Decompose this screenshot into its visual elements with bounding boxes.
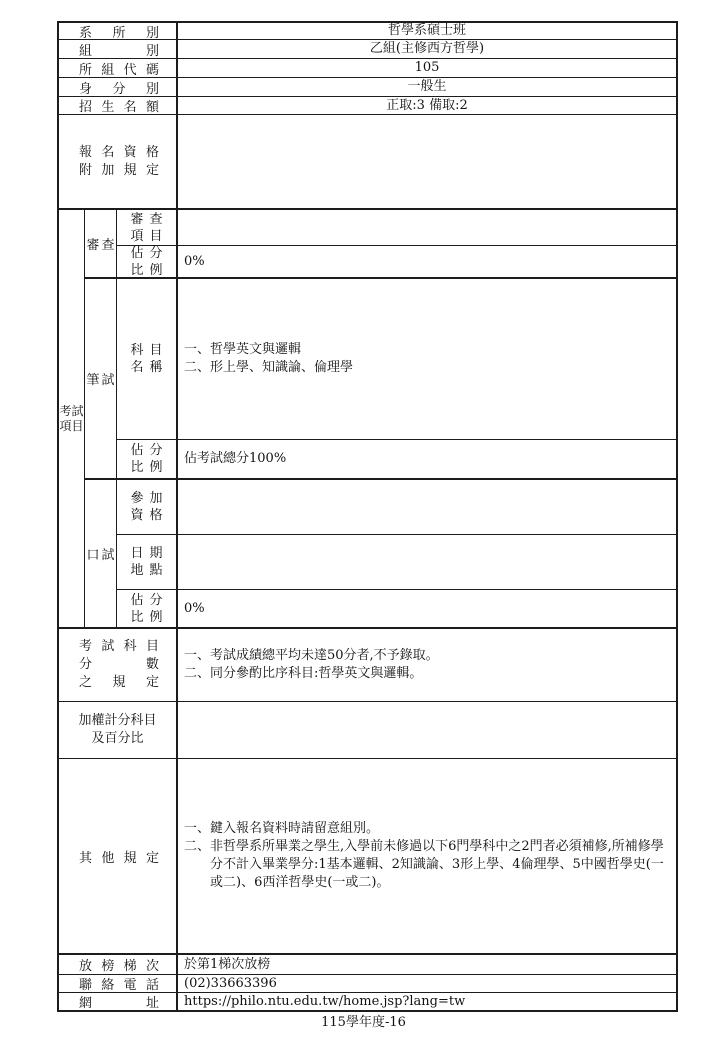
dept-value: 哲學系碩士班: [178, 23, 676, 40]
quota-value: 正取:3 備取:2: [178, 97, 676, 115]
exam-written-ratio-label: 佔 分 比 例: [117, 440, 178, 480]
score-rules-label: 考 試 科 目 分 數 之 規 定: [59, 629, 178, 702]
identity-value: 一般生: [178, 78, 676, 97]
eligibility-label: 報 名 資 格 附 加 規 定: [59, 115, 178, 210]
exam-review-items-value: [178, 210, 676, 246]
exam-oral-ratio-label: 佔 分 比 例: [117, 590, 178, 629]
group-label: 組 別: [59, 40, 178, 59]
admission-table: [57, 21, 678, 1012]
exam-oral-schedule-value: [178, 535, 676, 590]
page-footer: 115學年度-16: [321, 1015, 406, 1030]
exam-review-ratio-value: 0%: [178, 246, 676, 279]
exam-oral-label: 口 試: [85, 480, 117, 629]
exam-oral-qualification-value: [178, 480, 676, 535]
exam-review-label: 審 查: [85, 210, 117, 279]
exam-oral-schedule-label: 日 期 地 點: [117, 535, 178, 590]
announcement-value: 於第1梯次放榜: [178, 955, 676, 975]
exam-oral-qualification-label: 參 加 資 格: [117, 480, 178, 535]
group-value: 乙組(主修西方哲學): [178, 40, 676, 59]
announcement-label: 放 榜 梯 次: [59, 955, 178, 975]
phone-label: 聯 絡 電 話: [59, 975, 178, 993]
exam-written-subjects-label: 科 目 名 稱: [117, 279, 178, 440]
code-label: 所 組 代 碼: [59, 59, 178, 78]
exam-review-items-label: 審 查 項 目: [117, 210, 178, 246]
exam-written-ratio-value: 佔考試總分100%: [178, 440, 676, 480]
exam-written-subjects-value: 一、哲學英文與邏輯 二、形上學、知識論、倫理學: [178, 279, 676, 440]
quota-label: 招 生 名 額: [59, 97, 178, 115]
exam-section-label: 考試 項目: [59, 210, 85, 629]
score-rules-value: 一、考試成績總平均未達50分者,不予錄取。 二、同分參酌比序科目:哲學英文與邏輯。: [178, 629, 676, 702]
identity-label: 身 分 別: [59, 78, 178, 97]
dept-label: 系 所 別: [59, 23, 178, 40]
website-label: 網 址: [59, 993, 178, 1010]
phone-value: (02)33663396: [178, 975, 676, 993]
exam-written-label: 筆 試: [85, 279, 117, 480]
code-value: 105: [178, 59, 676, 78]
exam-oral-ratio-value: 0%: [178, 590, 676, 629]
website-value: https://philo.ntu.edu.tw/home.jsp?lang=tw: [184, 993, 466, 1009]
other-rules-value: 一、鍵入報名資料時請留意組別。 二、非哲學系所畢業之學生,入學前未修過以下6門學科中之2門者必須補修,所補修學分不計入畢業學分:1基本邏輯、2知識論、3形上學、4倫理學、5中國哲學史(一或二)、6西洋哲學史(一或二)。: [178, 759, 676, 955]
weighted-label: 加權計分科目 及百分比: [59, 702, 178, 759]
other-rules-label: 其 他 規 定: [59, 759, 178, 955]
weighted-value: [178, 702, 676, 759]
exam-review-ratio-label: 佔 分 比 例: [117, 246, 178, 279]
eligibility-value: [178, 115, 676, 210]
